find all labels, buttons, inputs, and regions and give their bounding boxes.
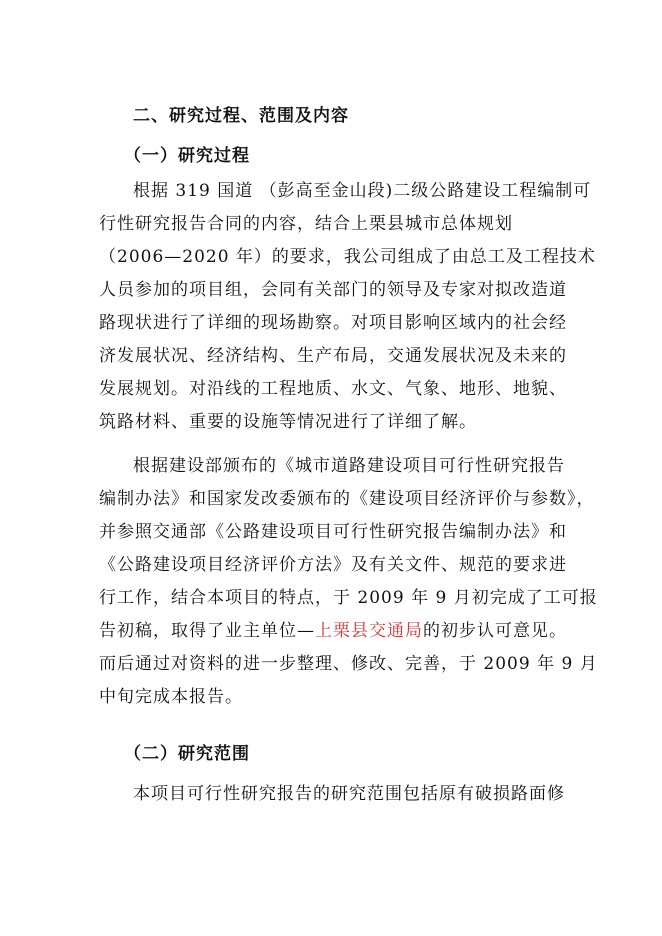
paragraph-line: 路现状进行了详细的现场勘察。对项目影响区域内的社会经: [99, 313, 567, 333]
paragraph-line: 中旬完成本报告。: [99, 687, 243, 707]
paragraph-line: 《公路建设项目经济评价方法》及有关文件、规范的要求进: [99, 555, 567, 575]
paragraph-line: 发展规划。对沿线的工程地质、水文、气象、地形、地貌、: [99, 379, 567, 399]
paragraph-line: 人员参加的项目组，会同有关部门的领导及专家对拟改造道: [99, 280, 567, 300]
subsection-heading-scope: （二）研究范围: [124, 744, 250, 764]
line-suffix: 的初步认可意见。: [423, 621, 567, 641]
highlighted-agency-name: 上栗县交通局: [315, 621, 423, 641]
paragraph-line: 筑路材料、重要的设施等情况进行了详细了解。: [99, 412, 477, 432]
paragraph-line: 行工作，结合本项目的特点，于 2009 年 9 月初完成了工可报: [99, 588, 598, 608]
paragraph-line: 济发展状况、经济结构、生产布局，交通发展状况及未来的: [99, 346, 567, 366]
paragraph-line: 本项目可行性研究报告的研究范围包括原有破损路面修: [133, 784, 565, 804]
subsection-heading-process: （一）研究过程: [124, 146, 250, 166]
paragraph-line: 编制办法》和国家发改委颁布的《建设项目经济评价与参数》，: [99, 489, 595, 509]
paragraph-line: 根据建设部颁布的《城市道路建设项目可行性研究报告: [133, 456, 565, 476]
paragraph-line: （2006—2020 年）的要求，我公司组成了由总工及工程技术: [99, 247, 596, 267]
section-heading: 二、研究过程、范围及内容: [133, 106, 349, 126]
paragraph-line: [99, 620, 567, 642]
paragraph-line: 并参照交通部《公路建设项目可行性研究报告编制办法》和: [99, 522, 567, 542]
paragraph-line: 根据 319 国道 （彭高至金山段)二级公路建设工程编制可: [133, 181, 592, 201]
paragraph-line: 行性研究报告合同的内容，结合上栗县城市总体规划: [99, 214, 513, 234]
paragraph-line: 而后通过对资料的进一步整理、修改、完善，于 2009 年 9 月: [99, 654, 598, 674]
line-prefix: 告初稿，取得了业主单位—: [99, 621, 315, 641]
